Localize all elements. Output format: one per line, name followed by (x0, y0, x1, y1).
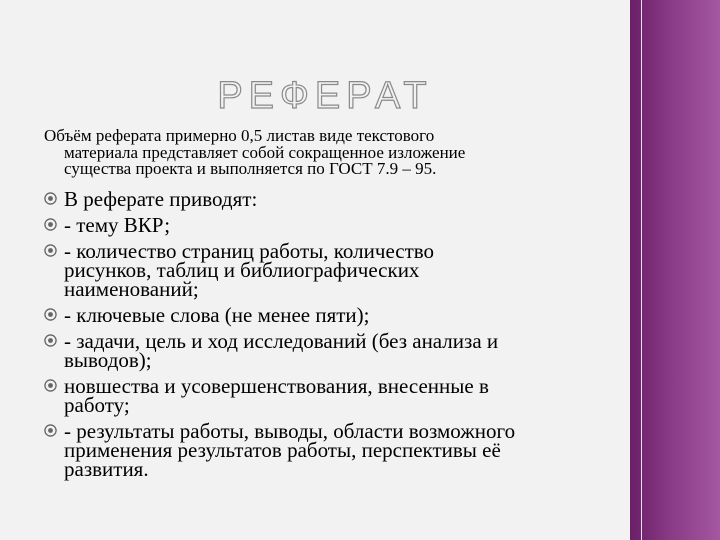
intro-line: материала представляет собой сокращенное изложение (64, 142, 466, 162)
target-bullet-icon (44, 379, 57, 392)
list-item-text: рисунков, таблиц и библиографических (64, 258, 420, 282)
intro-paragraph (44, 128, 624, 178)
list-item-text: - ключевые слова (не менее пяти); (64, 303, 370, 327)
bullet-list (44, 187, 624, 486)
list-item-text: наименований; (64, 277, 199, 301)
target-bullet-icon (44, 192, 57, 205)
intro-line: существа проекта и выполняется по ГОСТ 7.9 – 95. (64, 159, 437, 178)
list-item-text: - тему ВКР; (64, 213, 171, 237)
slide-title-text: РЕФЕРАТ (217, 75, 433, 116)
list-item (44, 213, 624, 237)
list-item (44, 374, 624, 417)
target-bullet-icon (44, 308, 57, 321)
target-bullet-icon (44, 424, 57, 437)
target-bullet-icon (44, 218, 57, 231)
slide-title (160, 72, 490, 116)
list-item-text: новшества и усовершенствования, внесенные в (64, 374, 489, 398)
list-item-text: - результаты работы, выводы, области возможного (64, 419, 516, 443)
target-bullet-icon (44, 244, 57, 257)
list-item (44, 303, 624, 327)
list-item (44, 239, 624, 301)
list-item-text: развития. (64, 457, 149, 481)
list-item (44, 329, 624, 372)
decorative-side-band (630, 0, 720, 540)
target-bullet-icon (44, 334, 57, 347)
list-item-text: применения результатов работы, перспективы её (64, 438, 501, 462)
intro-line: Объём реферата примерно 0,5 листав виде текстового (44, 126, 435, 145)
list-item-text: выводов); (64, 348, 152, 372)
list-item (44, 187, 624, 211)
list-item (44, 419, 624, 481)
list-item-text: работу; (64, 393, 130, 417)
list-item-text: - задачи, цель и ход исследований (без анализа и (64, 329, 499, 353)
side-divider-line (641, 0, 642, 540)
list-item-text: - количество страниц работы, количество (64, 239, 435, 263)
list-item-text: В реферате приводят: (64, 187, 258, 211)
